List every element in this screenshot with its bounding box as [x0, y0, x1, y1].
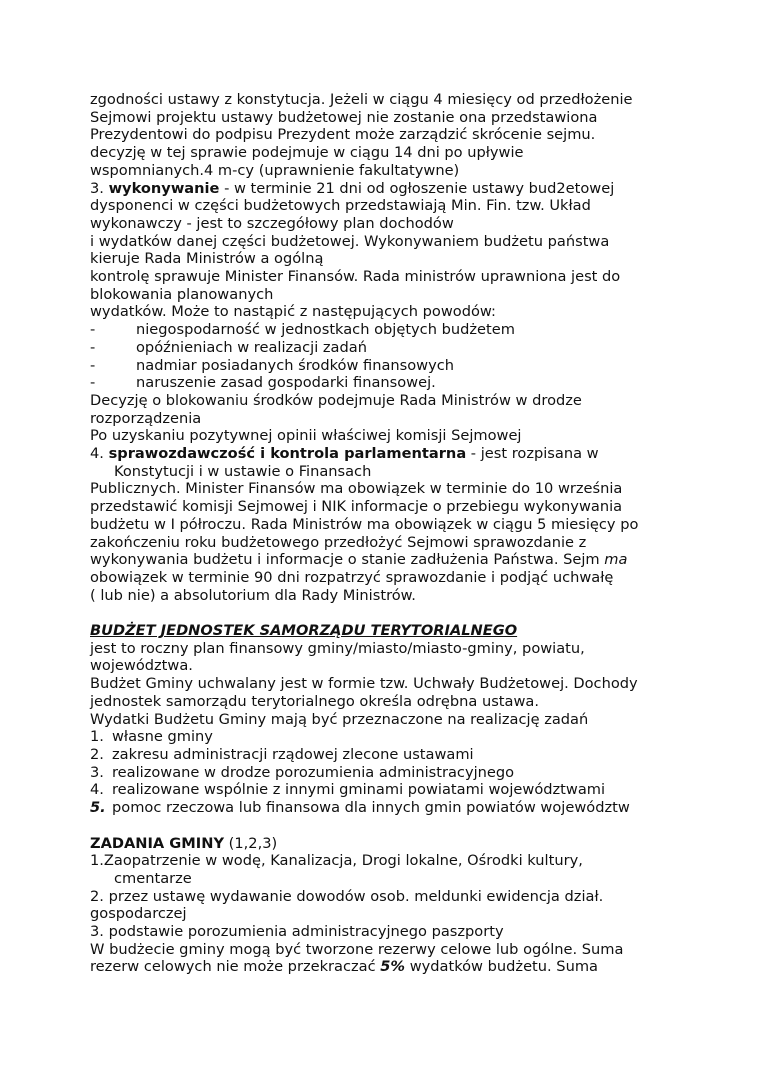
italic-word: ma: [604, 551, 628, 569]
text-line: decyzję w tej sprawie podejmuje w ciągu 14 dni po upływie: [90, 144, 524, 162]
text-line: ( lub nie) a absolutorium dla Rady Ministrów.: [90, 586, 416, 604]
dash-marker: -: [90, 356, 96, 374]
text-line: gospodarczej: [90, 905, 187, 923]
text-line: obowiązek w terminie 90 dni rozpatrzyć sprawozdanie i podjąć uchwałę: [90, 568, 614, 586]
section-number: 4.: [90, 445, 109, 463]
section-title: wykonywanie: [108, 179, 220, 197]
text-line: [90, 958, 730, 976]
text-line: Decyzję o blokowaniu środków podejmuje Rada Ministrów w drodze: [90, 391, 582, 409]
numbered-item: [90, 746, 730, 764]
text-line: budżetu w I półroczu. Rada Ministrów ma obowiązek w ciągu 5 miesięcy po: [90, 515, 639, 533]
bullet-item: [90, 321, 730, 339]
bullet-item: [90, 357, 730, 375]
section-number: 3.: [90, 179, 109, 197]
section-heading-rest: - w terminie 21 dni od ogłoszenie ustawy bud2etowej: [219, 179, 615, 197]
text-line: zakończeniu roku budżetowego przedłożyć Sejmowi sprawozdanie z: [90, 533, 587, 551]
bullet-text: nadmiar posiadanych środków finansowych: [136, 356, 455, 374]
bullet-text: opóźnieniach w realizacji zadań: [136, 338, 367, 356]
item-text: realizowane wspólnie z innymi gminami powiatami województwami: [112, 781, 606, 799]
item-text: realizowane w drodze porozumienia administracyjnego: [112, 763, 515, 781]
numbered-item: [90, 781, 730, 799]
item-number: 5.: [90, 799, 106, 817]
bullet-item: [90, 339, 730, 357]
item-number: 1.: [90, 728, 104, 746]
text-line: cmentarze: [114, 869, 192, 887]
text-line: kontrolę sprawuje Minister Finansów. Rada ministrów uprawniona jest do: [90, 268, 621, 286]
text-line: rozporządzenia: [90, 409, 202, 427]
text-line: Sejmowi projektu ustawy budżetowej nie zostanie ona przedstawiona: [90, 108, 598, 126]
text-line: Konstytucji i w ustawie o Finansach: [114, 462, 372, 480]
text-line: przedstawić komisji Sejmowej i NIK informacje o przebiegu wykonywania: [90, 498, 623, 516]
text-line: [90, 551, 730, 569]
item-number: 4.: [90, 781, 104, 799]
bullet-item: [90, 374, 730, 392]
section-execution: [90, 180, 730, 446]
text-line: kieruje Rada Ministrów a ogólną: [90, 250, 324, 268]
text-line: wykonawczy - jest to szczegółowy plan dochodów: [90, 214, 454, 232]
text-span: rezerw celowych nie może przekraczać: [90, 958, 381, 976]
text-span: wykonywania budżetu i informacje o stanie zadłużenia Państwa. Sejm: [90, 551, 605, 569]
tasks-heading-line: [90, 835, 730, 853]
text-line: Budżet Gminy uchwalany jest w formie tzw. Uchwały Budżetowej. Dochody: [90, 675, 638, 693]
numbered-item: [90, 764, 730, 782]
numbered-item: [90, 799, 730, 817]
text-line: blokowania planowanych: [90, 285, 274, 303]
text-line: Prezydentowi do podpisu Prezydent może zarządzić skrócenie sejmu.: [90, 126, 596, 144]
tasks-heading: ZADANIA GMINY: [90, 834, 225, 852]
dash-marker: -: [90, 321, 96, 339]
item-number: 3.: [90, 763, 104, 781]
dash-marker: -: [90, 374, 96, 392]
section-heading-rest: - jest rozpisana w: [466, 445, 599, 463]
text-line: dysponenci w części budżetowych przedstawiają Min. Fin. tzw. Układ: [90, 197, 591, 215]
text-line: jednostek samorządu terytorialnego określa odrębna ustawa.: [90, 692, 539, 710]
bullet-text: naruszenie zasad gospodarki finansowej.: [136, 374, 436, 392]
text-line: Po uzyskaniu pozytywnej opinii właściwej komisji Sejmowej: [90, 427, 522, 445]
text-line: W budżecie gminy mogą być tworzone rezerwy celowe lub ogólne. Suma: [90, 940, 624, 958]
item-text: zakresu administracji rządowej zlecone ustawami: [112, 746, 474, 763]
text-line: 3. podstawie porozumienia administracyjnego paszporty: [90, 923, 504, 941]
text-line: wspomnianych.4 m-cy (uprawnienie fakultatywne): [90, 161, 460, 179]
text-line: Wydatki Budżetu Gminy mają być przeznaczone na realizację zadań: [90, 710, 589, 728]
text-line: wydatków. Może to nastąpić z następujących powodów:: [90, 303, 496, 321]
paragraph-constitutionality: [90, 91, 730, 180]
numbered-item: [90, 728, 730, 746]
percent-value: 5%: [380, 958, 406, 976]
text-span: wydatków budżetu. Suma: [405, 958, 598, 976]
text-line: i wydatków danej części budżetowej. Wykonywaniem budżetu państwa: [90, 232, 610, 250]
item-text: pomoc rzeczowa lub finansowa dla innych gmin powiatów województw: [112, 799, 630, 817]
section-heading-line: [90, 445, 730, 463]
section-reporting: [90, 445, 730, 604]
text-line: jest to roczny plan finansowy gminy/miasto/miasto-gminy, powiatu,: [90, 639, 585, 657]
section-municipal-tasks: [90, 835, 730, 977]
text-line: województwa.: [90, 657, 193, 675]
section-title: sprawozdawczość i kontrola parlamentarna: [108, 445, 467, 463]
text-line: 2. przez ustawę wydawanie dowodów osob. meldunki ewidencja dział.: [90, 887, 604, 905]
bullet-text: niegospodarność w jednostkach objętych budżetem: [136, 321, 515, 339]
dash-marker: -: [90, 338, 96, 356]
item-number: 2.: [90, 746, 104, 763]
section-local-budget: [90, 622, 730, 817]
text-line: zgodności ustawy z konstytucja. Jeżeli w ciągu 4 miesięcy od przedłożenie: [90, 91, 633, 108]
tasks-heading-suffix: (1,2,3): [224, 834, 278, 852]
text-line: 1.Zaopatrzenie w wodę, Kanalizacja, Drogi lokalne, Ośrodki kultury,: [90, 852, 583, 870]
section-heading-line: [90, 180, 730, 198]
local-budget-heading: BUDŻET JEDNOSTEK SAMORZĄDU TERYTORIALNEGO: [90, 622, 518, 640]
text-line: Publicznych. Minister Finansów ma obowiązek w terminie do 10 września: [90, 480, 623, 498]
document-page: [90, 91, 730, 976]
item-text: własne gminy: [112, 728, 213, 746]
